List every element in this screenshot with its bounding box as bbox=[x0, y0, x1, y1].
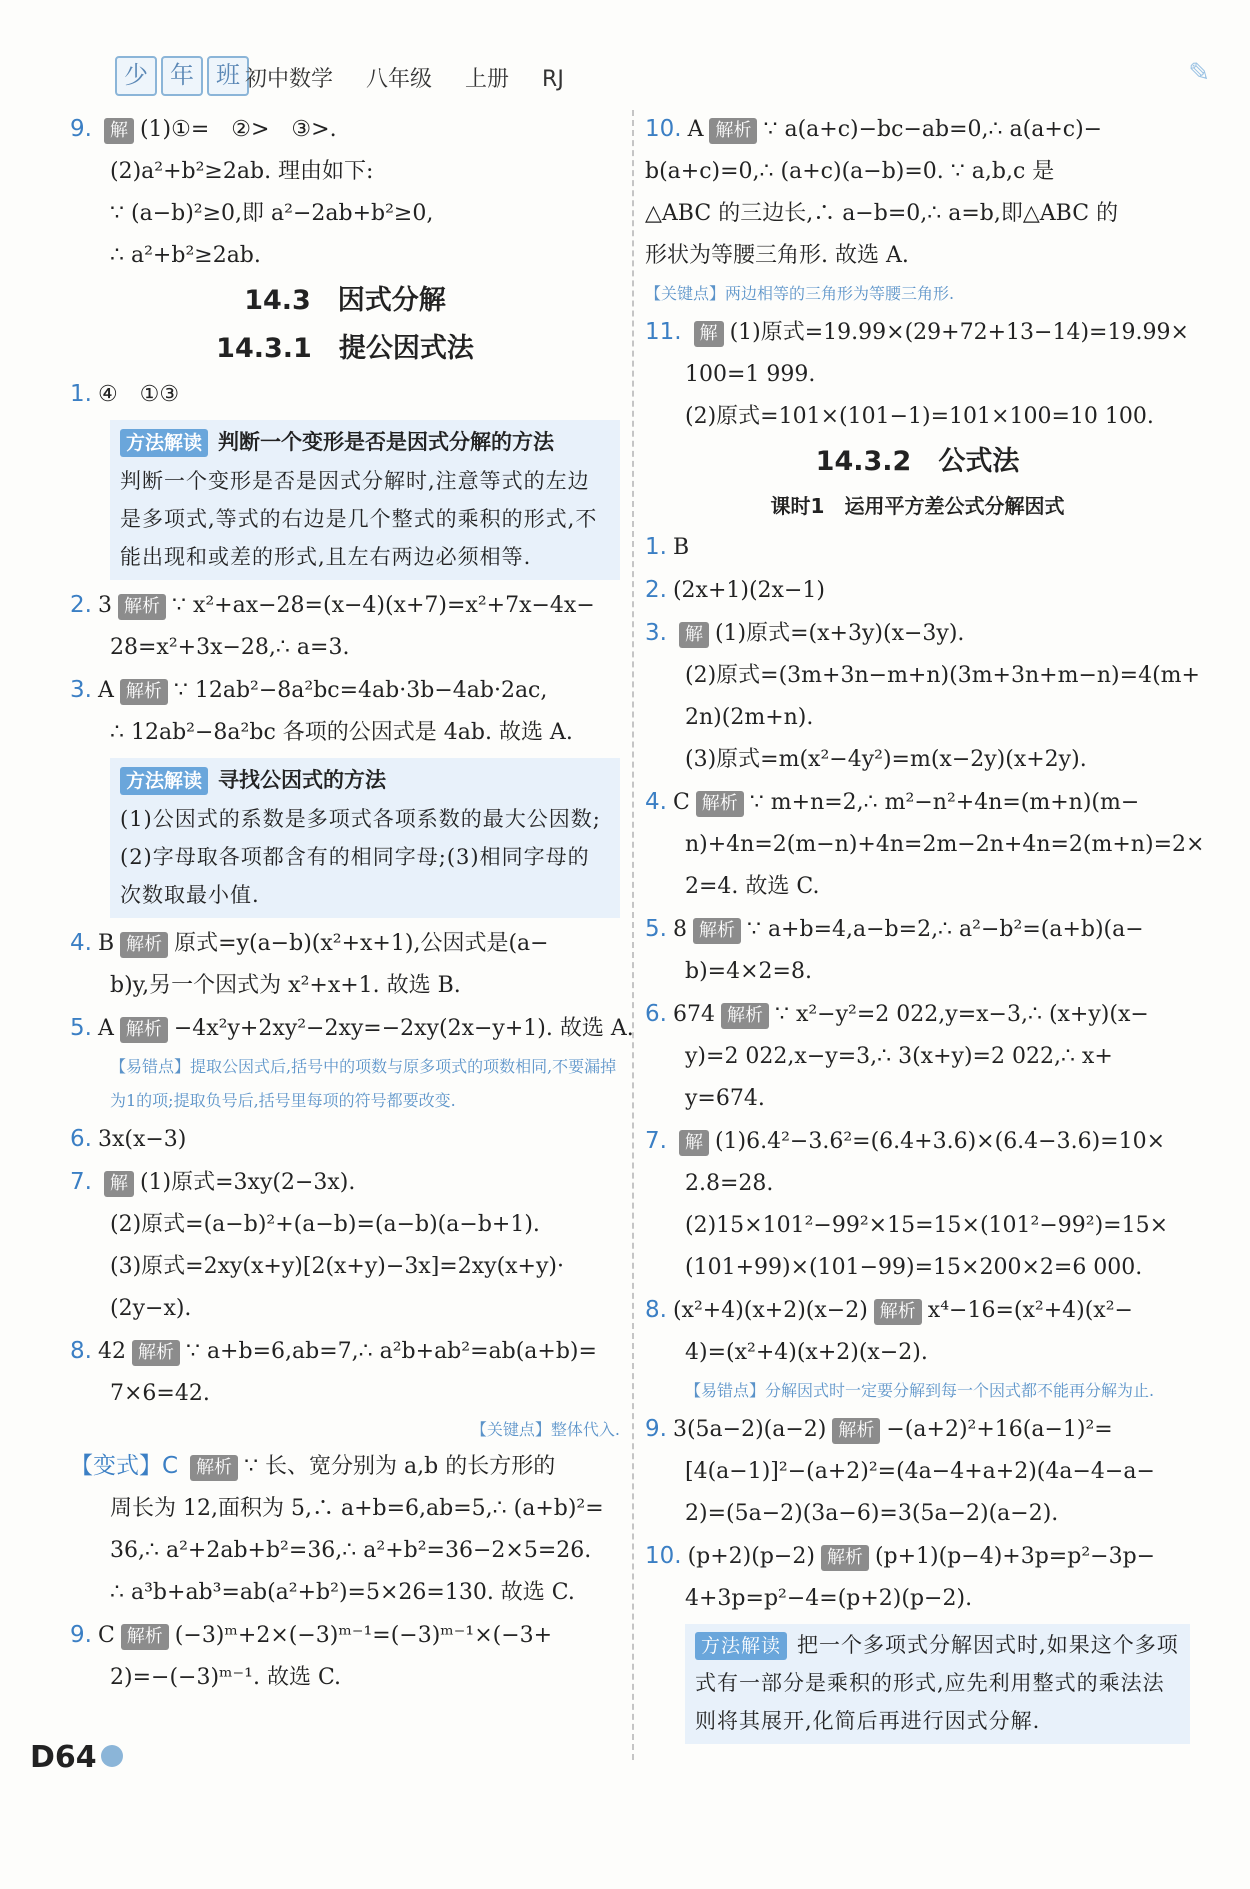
answer-9: 9. 解 (1)①= ②> ③>. bbox=[70, 116, 337, 142]
subject: 初中数学 bbox=[245, 67, 334, 92]
page-header bbox=[70, 50, 1210, 100]
answer-r4: 4. C 解析 ∵ m+n=2,∴ m²−n²+4n=(m+n)(m− bbox=[645, 789, 1140, 815]
answer-8: 8. 42 解析 ∵ a+b=6,ab=7,∴ a²b+ab²=ab(a+b)= bbox=[70, 1338, 597, 1364]
answer-11: 11. 解 (1)原式=19.99×(29+72+13−14)=19.99× bbox=[645, 319, 1189, 345]
error-note: 【易错点】提取公因式后,括号中的项数与原多项式的项数相同,不要漏掉为1的项;提取负号后,括号里每项的符号都要改变. bbox=[110, 1057, 617, 1110]
lesson-title: 课时1 运用平方差公式分解因式 bbox=[770, 494, 1065, 518]
footer-dot-icon bbox=[101, 1745, 123, 1767]
answer-r8: 8. (x²+4)(x+2)(x−2) 解析 x⁴−16=(x²+4)(x²− bbox=[645, 1297, 1133, 1323]
answer-3: 3. A 解析 ∵ 12ab²−8a²bc=4ab·3b−4ab·2ac, bbox=[70, 677, 548, 703]
answer-2: 2. 3 解析 ∵ x²+ax−28=(x−4)(x+7)=x²+7x−4x− bbox=[70, 592, 595, 618]
answer-r5: 5. 8 解析 ∵ a+b=4,a−b=2,∴ a²−b²=(a+b)(a− bbox=[645, 916, 1144, 942]
answer-r1: 1. B bbox=[645, 534, 690, 560]
subsection-title: 14.3.1 提公因式法 bbox=[216, 333, 474, 364]
edition: RJ bbox=[542, 67, 564, 92]
variant-answer: 【变式】C 解析 ∵ 长、宽分别为 a,b 的长方形的 bbox=[70, 1453, 556, 1479]
method-box: 方法解读 把一个多项式分解因式时,如果这个多项式有一部分是乘积的形式,应先利用整式的乘法法则将其展开,化简后再进行因式分解. bbox=[685, 1624, 1190, 1744]
key-note: 【关键点】两边相等的三角形为等腰三角形. bbox=[645, 284, 955, 303]
answer-r2: 2. (2x+1)(2x−1) bbox=[645, 577, 825, 603]
answer-6: 6. 3x(x−3) bbox=[70, 1126, 187, 1152]
right-column: 10. A 解析 ∵ a(a+c)−bc−ab=0,∴ a(a+c)− b(a+c)=0,∴ (a+c)(a−b)=0. ∵ a,b,c 是 △ABC 的三边长,∴ a−b=0,∴ a=b,即△ABC 的 形状为等腰三角形. 故选 A. 【关键点】两边相等的三角形为等腰三角形. 11. 解 (1)原式=19.99×(29+72+13−14)=19.99× 100=1 999. (2)原式=101×(101−1)=101×100=10 100. 14.3.2 公式法 课时1 运用平方差公式分解因式 1. B 2. (2x+1)(2x−1) 3. 解 (1)原式=(x+3y)(x−3y). (2)原式=(3m+3n−m+n)(3m+3n+m−n)=4(m+ 2n)(2m+n). (3)原式=m(x²−4y²)=m(x−2y)(x+2y). 4. C 解析 ∵ m+n=2,∴ m²−n²+4n=(m+n)(m− n)+4n=2(m−n)+4n=2m−2n+4n=2(m+n)=2× 2=4. 故选 C. 5. 8 解析 ∵ a+b=4,a−b=2,∴ a²−b²=(a+b)(a− b)=4×2=8. 6. 674 解析 ∵ x²−y²=2 022,y=x−3,∴ (x+y)(x− y)=2 022,x−y=3,∴ 3(x+y)=2 022,∴ x+ y=674. 7. 解 (1)6.4²−3.6²=(6.4+3.6)×(6.4−3.6)=10× 2.8=28. (2)15×101²−99²×15=15×(101²−99²)=15× (101+99)×(101−99)=15×200×2=6 000. 8. (x²+4)(x+2)(x−2) 解析 x⁴−16=(x²+4)(x²− 4)=(x²+4)(x+2)(x−2). 【易错点】分解因式时一定要分解到每一个因式都不能再分解为止. 9. 3(5a−2)(a−2) 解析 −(a+2)²+16(a−1)²= [4(a−1)]²−(a+2)²=(4a−4+a+2)(4a−4−a− 2)=(5a−2)(3a−6)=3(5a−2)(a−2). 10. (p+2)(p−2) 解析 (p+1)(p−4)+3p=p²−3p− 4+3p=p²−4=(p+2)(p−2). 方法解读 把一个多项式分解因式时,如果这个多项式有一部分是乘积的形式,应先利用整式的乘法法则将其展开,化简后再进行因式分解. bbox=[645, 108, 1190, 1748]
answer-r7: 7. 解 (1)6.4²−3.6²=(6.4+3.6)×(6.4−3.6)=10× bbox=[645, 1128, 1166, 1154]
answer-5: 5. A 解析 −4x²y+2xy²−2xy=−2xy(2x−y+1). 故选 A. bbox=[70, 1015, 634, 1041]
answer-r10: 10. (p+2)(p−2) 解析 (p+1)(p−4)+3p=p²−3p− bbox=[645, 1543, 1156, 1569]
answer-r3: 3. 解 (1)原式=(x+3y)(x−3y). bbox=[645, 620, 965, 646]
brand-logo: 少 年 班 bbox=[115, 56, 249, 96]
answer-10: 10. A 解析 ∵ a(a+c)−bc−ab=0,∴ a(a+c)− bbox=[645, 116, 1103, 142]
grade: 八年级 bbox=[366, 67, 433, 92]
answer-r6: 6. 674 解析 ∵ x²−y²=2 022,y=x−3,∴ (x+y)(x− bbox=[645, 1001, 1149, 1027]
decoration-icon: ✎ bbox=[1188, 58, 1210, 88]
answer-7: 7. 解 (1)原式=3xy(2−3x). bbox=[70, 1169, 356, 1195]
key-note: 【关键点】整体代入. bbox=[470, 1420, 620, 1439]
volume: 上册 bbox=[465, 67, 510, 92]
left-column: 9. 解 (1)①= ②> ③>. (2)a²+b²≥2ab. 理由如下: ∵ (a−b)²≥0,即 a²−2ab+b²≥0, ∴ a²+b²≥2ab. 14.3 因式分解 14.3.1 提公因式法 1. ④ ①③ 方法解读 判断一个变形是否是因式分解的方法 判断一个变形是否是因式分解时,注意等式的左边是多项式,等式的右边是几个整式的乘积的形式,不能出现和或差的形式,且左右两边必须相等. 2. 3 解析 ∵ x²+ax−28=(x−4)(x+7)=x²+7x−4x− 28=x²+3x−28,∴ a=3. 3. A 解析 ∵ 12ab²−8a²bc=4ab·3b−4ab·2ac, ∴ 12ab²−8a²bc 各项的公因式是 4ab. 故选 A. 方法解读 寻找公因式的方法 (1)公因式的系数是多项式各项系数的最大公因数;(2)字母取各项都含有的相同字母;(3)相同字母的次数取最小值. 4. B 解析 原式=y(a−b)(x²+x+1),公因式是(a− b)y,另一个因式为 x²+x+1. 故选 B. 5. A 解析 −4x²y+2xy²−2xy=−2xy(2x−y+1). 故选 A. 【易错点】提取公因式后,括号中的项数与原多项式的项数相同,不要漏掉为1的项;提取负号后,括号里每项的符号都要改变. 6. 3x(x−3) 7. 解 (1)原式=3xy(2−3x). (2)原式=(a−b)²+(a−b)=(a−b)(a−b+1). (3)原式=2xy(x+y)[2(x+y)−3x]=2xy(x+y)· (2y−x). 8. 42 解析 ∵ a+b=6,ab=7,∴ a²b+ab²=ab(a+b)= 7×6=42. 【关键点】整体代入. 【变式】C 解析 ∵ 长、宽分别为 a,b 的长方形的 周长为 12,面积为 5,∴ a+b=6,ab=5,∴ (a+b)²= 36,∴ a²+2ab+b²=36,∴ a²+b²=36−2×5=26. ∴ a³b+ab³=ab(a²+b²)=5×26=130. 故选 C. 9. C 解析 (−3)ᵐ+2×(−3)ᵐ⁻¹=(−3)ᵐ⁻¹×(−3+ 2)=−(−3)ᵐ⁻¹. 故选 C. bbox=[70, 108, 620, 1699]
answer-r9: 9. 3(5a−2)(a−2) 解析 −(a+2)²+16(a−1)²= bbox=[645, 1416, 1113, 1442]
subsection-title: 14.3.2 公式法 bbox=[815, 446, 1020, 477]
answer-1: 1. ④ ①③ bbox=[70, 381, 180, 407]
answer-4: 4. B 解析 原式=y(a−b)(x²+x+1),公因式是(a− bbox=[70, 930, 549, 956]
method-box: 方法解读 判断一个变形是否是因式分解的方法 判断一个变形是否是因式分解时,注意等式的左边是多项式,等式的右边是几个整式的乘积的形式,不能出现和或差的形式,且左右两边必须相等. bbox=[110, 420, 620, 580]
method-box: 方法解读 寻找公因式的方法 (1)公因式的系数是多项式各项系数的最大公因数;(2)字母取各项都含有的相同字母;(3)相同字母的次数取最小值. bbox=[110, 758, 620, 918]
answer-9b: 9. C 解析 (−3)ᵐ+2×(−3)ᵐ⁻¹=(−3)ᵐ⁻¹×(−3+ bbox=[70, 1622, 553, 1648]
page-number: D64 bbox=[30, 1740, 123, 1775]
error-note: 【易错点】分解因式时一定要分解到每一个因式都不能再分解为止. bbox=[685, 1381, 1155, 1400]
header-info bbox=[245, 62, 590, 93]
column-divider bbox=[632, 110, 634, 1760]
section-title: 14.3 因式分解 bbox=[244, 285, 446, 316]
